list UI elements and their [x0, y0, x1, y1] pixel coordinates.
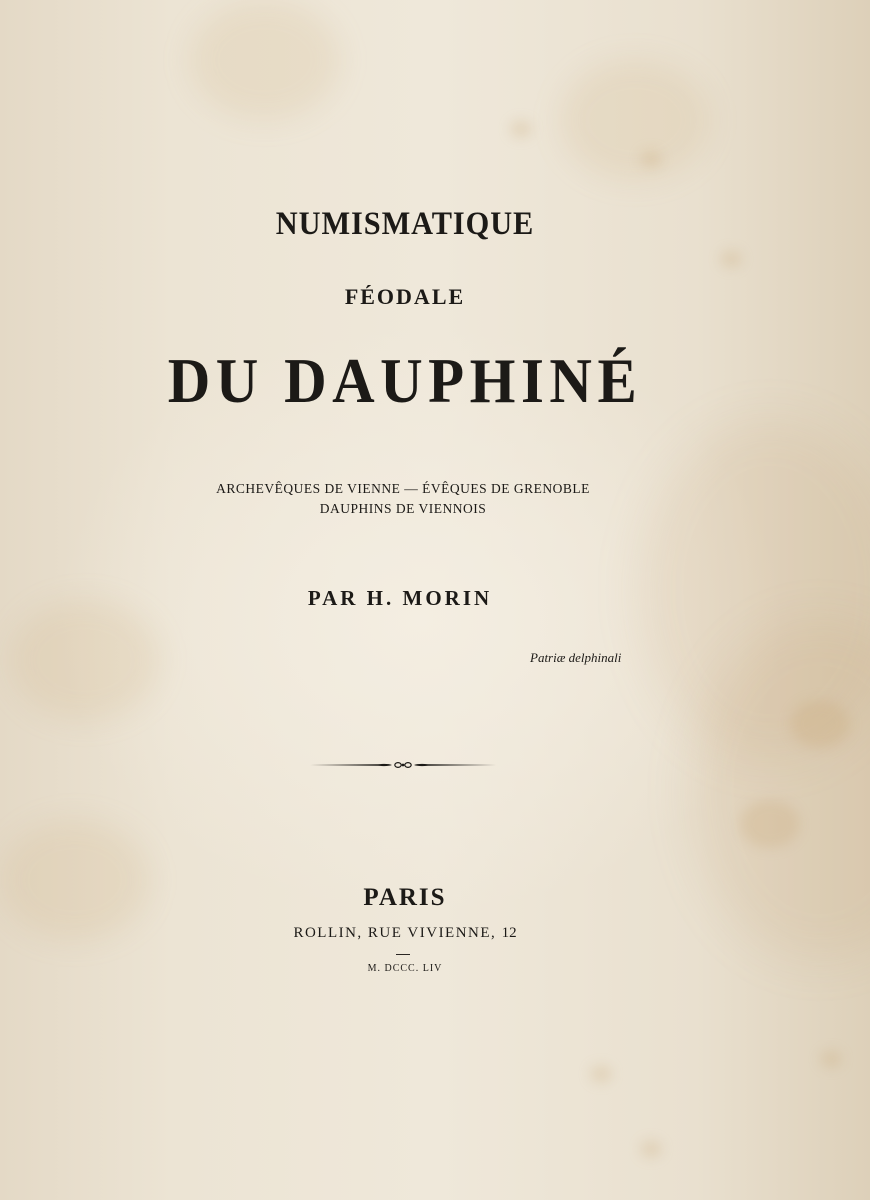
foxing-stain [510, 120, 532, 138]
imprint-year: M. DCCC. LIV [367, 963, 443, 974]
imprint-city: PARIS [363, 884, 447, 911]
subtitle-line-2: DAUPHINS DE VIENNOIS [319, 501, 487, 516]
imprint-publisher: ROLLIN, RUE VIVIENNE, [293, 925, 497, 941]
foxing-stain [790, 700, 850, 748]
dedication-epigraph: Patriæ delphinali [530, 650, 622, 665]
imprint-street-number: 12 [501, 925, 517, 941]
foxing-stain [590, 1065, 612, 1083]
foxing-stain [720, 250, 742, 268]
foxing-stain [190, 0, 340, 120]
title-line-3: DU DAUPHINÉ [167, 345, 643, 416]
title-line-2: FÉODALE [344, 284, 466, 309]
foxing-stain [640, 150, 662, 168]
foxing-stain [10, 600, 160, 720]
foxing-stain [740, 800, 800, 848]
ornamental-rule-icon [308, 755, 498, 775]
author-line: PAR H. MORIN [307, 586, 493, 610]
imprint-publisher-line [0, 925, 840, 942]
foxing-stain [0, 820, 150, 940]
foxing-stain [820, 1050, 842, 1068]
foxing-stain [560, 60, 710, 180]
foxing-stain [640, 1140, 662, 1158]
subtitle-line-1: ARCHEVÊQUES DE VIENNE — ÉVÊQUES DE GRENOBLE [216, 481, 590, 496]
title-line-1: NUMISMATIQUE [275, 206, 535, 242]
imprint-divider [396, 954, 410, 955]
